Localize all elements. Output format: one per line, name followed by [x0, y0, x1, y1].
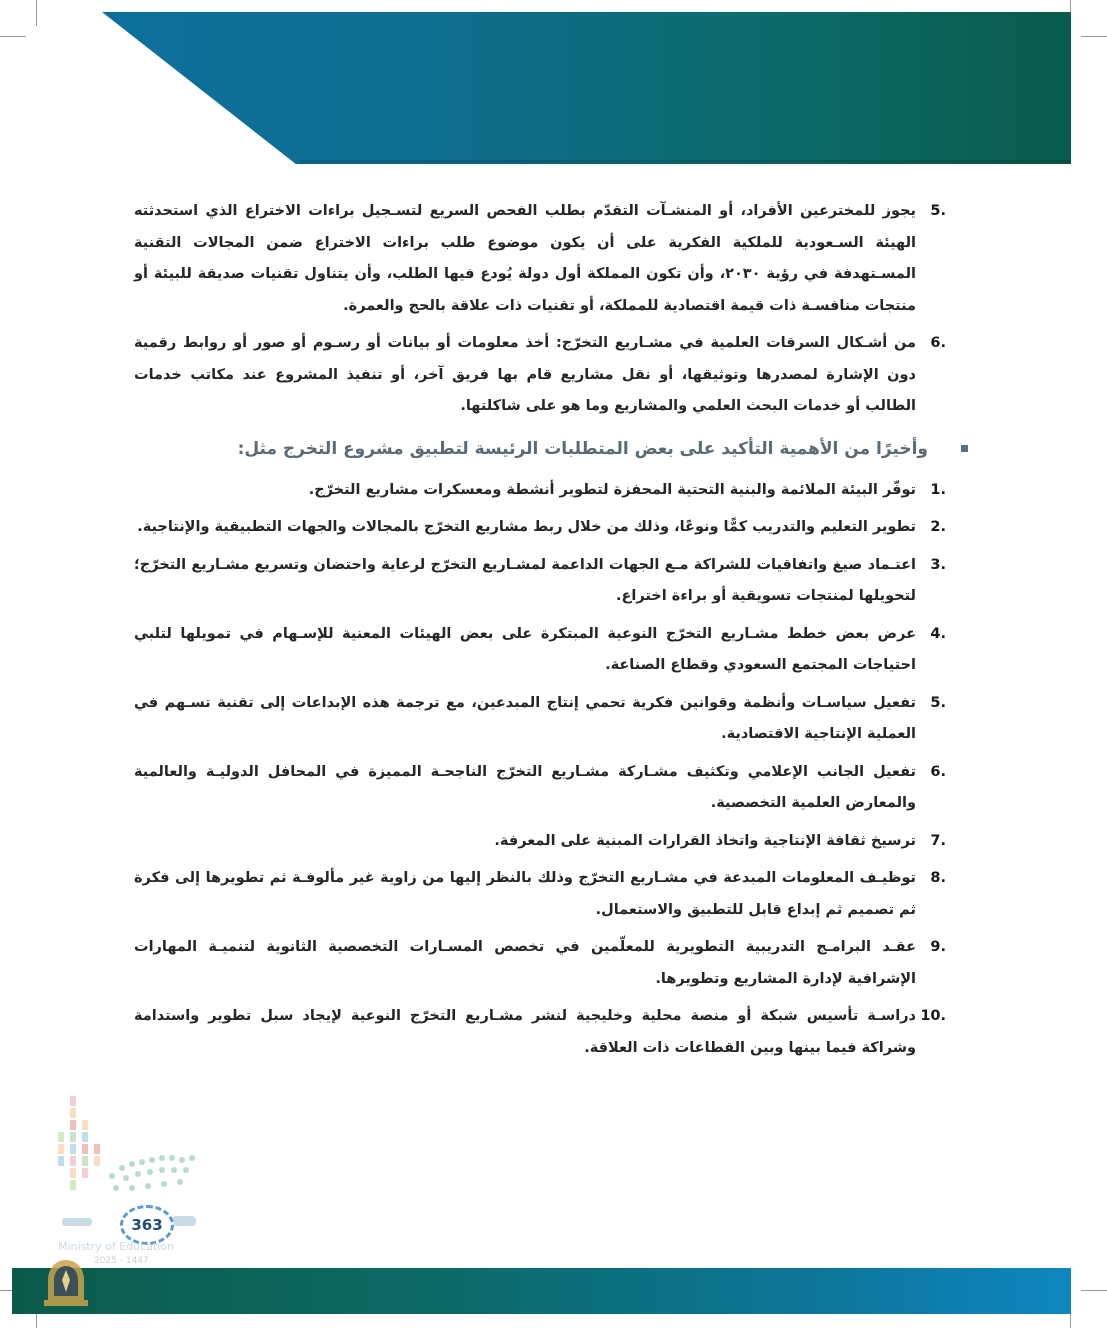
- item-number: 7.: [930, 832, 946, 849]
- page-content: [134, 196, 946, 1070]
- item-number: 8.: [930, 870, 946, 886]
- item-number: 4.: [930, 625, 946, 642]
- list-item: [134, 826, 946, 858]
- heading-text: وأخيرًا من الأهمية التأكيد على بعض المتطلبات الرئيسة لتطبيق مشروع التخرج مثل:: [237, 438, 928, 459]
- list-item: [134, 757, 946, 820]
- page-number: 363: [120, 1205, 174, 1245]
- item-text: توظيـف المعلومات المبدعة في مشـاريع التخرّج وذلك بالنظر إليها من زاوية غير مألوفـة ثم تطويرها إلى فكرة ثم تصميم ثم إبداع قابل للتطبيق والاستعمال.: [134, 870, 916, 918]
- item-number: 5.: [930, 694, 946, 711]
- header-shadow: [300, 160, 1071, 166]
- crop-mark: [1081, 1290, 1107, 1291]
- item-text: توفّر البيئة الملائمة والبنية التحتية المحفزة لتطوير أنشطة ومعسكرات مشاريع التخرّج.: [308, 481, 916, 498]
- item-text: عقـد البرامـج التدريبية التطويرية للمعلّمين في تخصص المسـارات التخصصية الثانوية لتنميـة المهارات الإشرافية لإدارة المشاريع وتطويرها.: [134, 939, 916, 987]
- item-text: تفعيل سياسـات وأنظمة وقوانين فكرية تحمي إنتاج المبدعين، مع ترجمة هذه الإبداعات إلى تقنية تسـهم في العملية الإنتاجية الاقتصادية.: [134, 694, 916, 742]
- item-text: عرض بعض خطط مشـاريع التخرّج النوعية المبتكرة على بعض الهيئات المعنية للإسـهام في تمويلها لتلبي احتياجات المجتمع السعودي وقطاع الصناعة.: [134, 625, 916, 673]
- crop-mark: [1081, 36, 1107, 37]
- item-number: 3.: [930, 556, 946, 573]
- list-item: [134, 1001, 946, 1064]
- list-item: [134, 328, 946, 423]
- footer-band: [12, 1268, 1071, 1314]
- item-text: يجوز للمخترعين الأفراد، أو المنشـآت التقدّم بطلب الفحص السريع لتسـجيل براءات الاختراع الذي استحدثته الهيئة السـعودية للملكية الفكرية على أن يكون موضوع طلب براءات الاختراع ضمن المجالات التقنية المسـتهدفة في رؤية ٢٠٣٠، وأن تكون المملكة أول دولة يُودع فيها الطلب، وأن يتناول تقنيات صديقة للبيئة أو منتجات منافسـة ذات قيمة اقتصادية للمملكة، أو تقنيات ذات علاقة بالحج والعمرة.: [134, 203, 916, 314]
- section-heading: [134, 431, 946, 467]
- seal-icon: [40, 1256, 92, 1308]
- square-bullet-icon: [961, 445, 968, 452]
- item-number: 6.: [930, 335, 946, 351]
- ministry-name-en: Ministry of Education: [58, 1240, 175, 1253]
- item-number: 2.: [930, 519, 946, 535]
- list-item: [134, 619, 946, 682]
- list-item: [134, 196, 946, 322]
- list-item: [134, 512, 946, 544]
- crop-mark: [36, 0, 37, 26]
- item-text: تطوير التعليم والتدريب كمًّا ونوعًا، وذلك من خلال ربط مشاريع التخرّج بالمجالات والجهات التطبيقية والإنتاجية.: [137, 519, 916, 535]
- list-item: [134, 863, 946, 926]
- item-text: دراسـة تأسيس شبكة أو منصة محلية وخليجية لنشر مشـاريع التخرّج النوعية لإيجاد سبل تطوير واستدامة وشراكة فيما بينها وبين القطاعات ذات العلاقة.: [134, 1008, 916, 1056]
- list-item: [134, 550, 946, 613]
- item-text: تفعيل الجانب الإعلامي وتكثيف مشـاركة مشـاريع التخرّج الناجحـة المميزة في المحافل الدوليـة والعالمية والمعارض العلمية التخصصية.: [134, 763, 916, 811]
- item-text: اعتـماد صيغ واتفاقيات للشراكة مـع الجهات الداعمة لمشـاريع التخرّج لرعاية واحتضان وتسريع مشـاريع التخرّج؛ لتحويلها لمنتجات تسويقية أو براءة اختراع.: [134, 556, 916, 604]
- list-item: [134, 475, 946, 507]
- item-text: ترسيخ ثقافة الإنتاجية واتخاذ القرارات المبنية على المعرفة.: [494, 832, 916, 849]
- edition-year: 2025 - 1447: [94, 1256, 149, 1266]
- crop-mark: [0, 36, 26, 37]
- item-number: 10.: [920, 1008, 946, 1024]
- header-band: [102, 12, 1071, 164]
- item-number: 6.: [930, 763, 946, 780]
- item-number: 9.: [930, 939, 946, 955]
- item-number: 1.: [930, 481, 946, 498]
- item-text: من أشـكال السرقات العلمية في مشـاريع التخرّج: أخذ معلومات أو بيانات أو رسـوم أو صور أو روابط رقمية دون الإشارة لمصدرها وتوثيقها، أو نقل مشاريع قام بها فريق آخر، أو تنفيذ المشروع عند مكاتب خدمات الطالب أو خدمات البحث العلمي والمشاريع وما هو على شاكلتها.: [134, 335, 916, 414]
- list-item: [134, 932, 946, 995]
- list-item: [134, 688, 946, 751]
- item-number: 5.: [930, 203, 946, 219]
